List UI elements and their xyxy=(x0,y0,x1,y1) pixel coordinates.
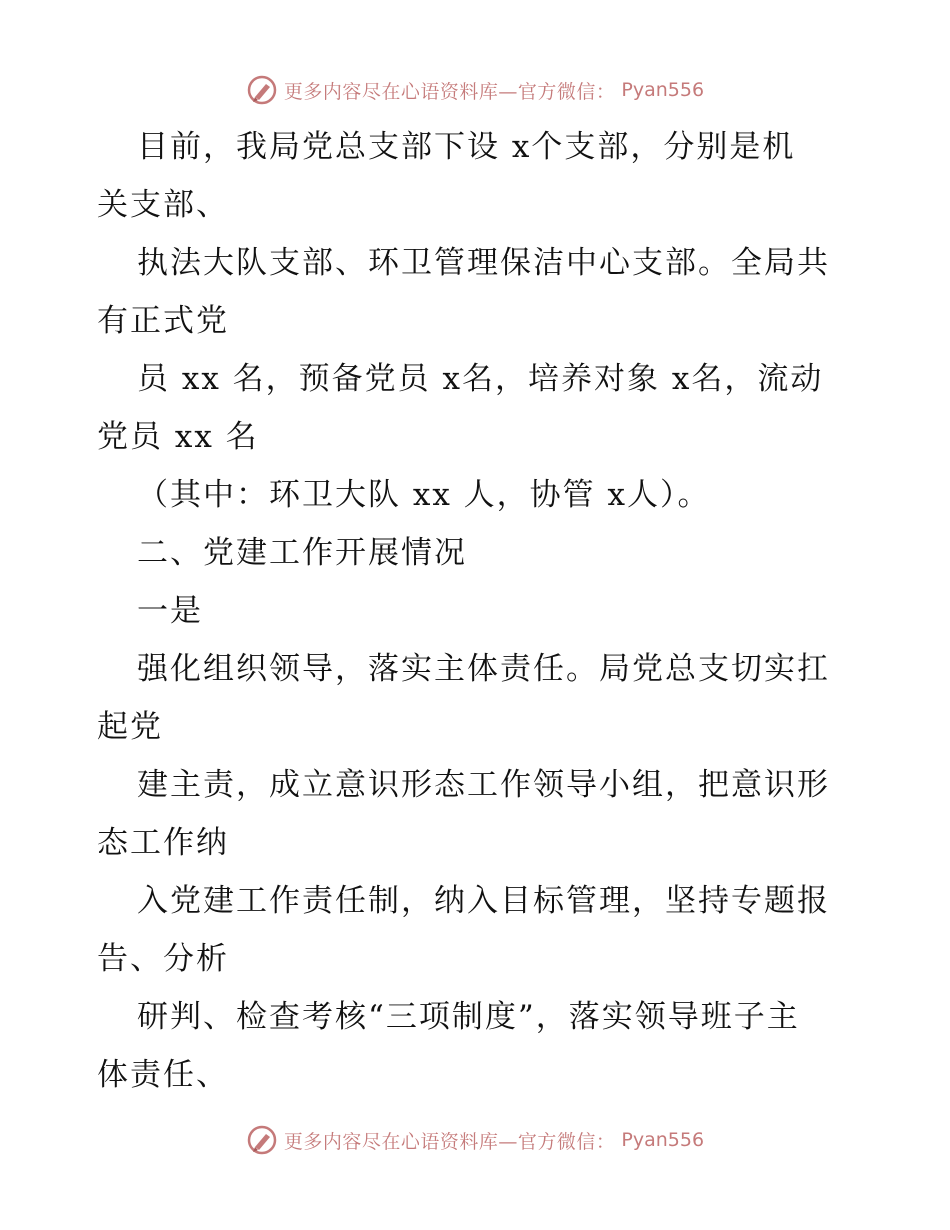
body-line: 告、分析 xyxy=(97,941,229,977)
body-line: 关支部、 xyxy=(97,187,229,223)
body-line: 一是 xyxy=(137,593,203,629)
watermark-text: 更多内容尽在心语资料库—官方微信： xyxy=(283,80,616,103)
header-watermark xyxy=(0,70,950,110)
watermark-text: 更多内容尽在心语资料库—官方微信： xyxy=(283,1130,616,1153)
body-line: 入党建工作责任制，纳入目标管理，坚持专题报 xyxy=(137,883,830,919)
body-line: 二、党建工作开展情况 xyxy=(137,535,467,571)
body-line: 党员 xx 名 xyxy=(97,419,259,455)
document-body xyxy=(97,118,857,1104)
body-line: 目前，我局党总支部下设 x个支部，分别是机 xyxy=(137,129,796,165)
body-line: （其中：环卫大队 xx 人，协管 x人）。 xyxy=(137,477,711,513)
body-line: 有正式党 xyxy=(97,303,229,339)
body-line: 建主责，成立意识形态工作领导小组，把意识形 xyxy=(137,767,830,803)
body-line: 体责任、 xyxy=(97,1057,229,1093)
body-line: 态工作纳 xyxy=(97,825,229,861)
body-line: 强化组织领导，落实主体责任。局党总支切实扛 xyxy=(137,651,830,687)
watermark-handle: Pyan556 xyxy=(621,79,705,101)
footer-watermark xyxy=(0,1120,950,1160)
body-line: 起党 xyxy=(97,709,163,745)
watermark-handle: Pyan556 xyxy=(621,1129,705,1151)
pen-logo-icon xyxy=(246,1124,278,1156)
body-line: 员 xx 名，预备党员 x名，培养对象 x名，流动 xyxy=(137,361,824,397)
body-line: 执法大队支部、环卫管理保洁中心支部。全局共 xyxy=(137,245,830,281)
body-line: 研判、检查考核“三项制度”，落实领导班子主 xyxy=(137,999,800,1035)
pen-logo-icon xyxy=(246,74,278,106)
